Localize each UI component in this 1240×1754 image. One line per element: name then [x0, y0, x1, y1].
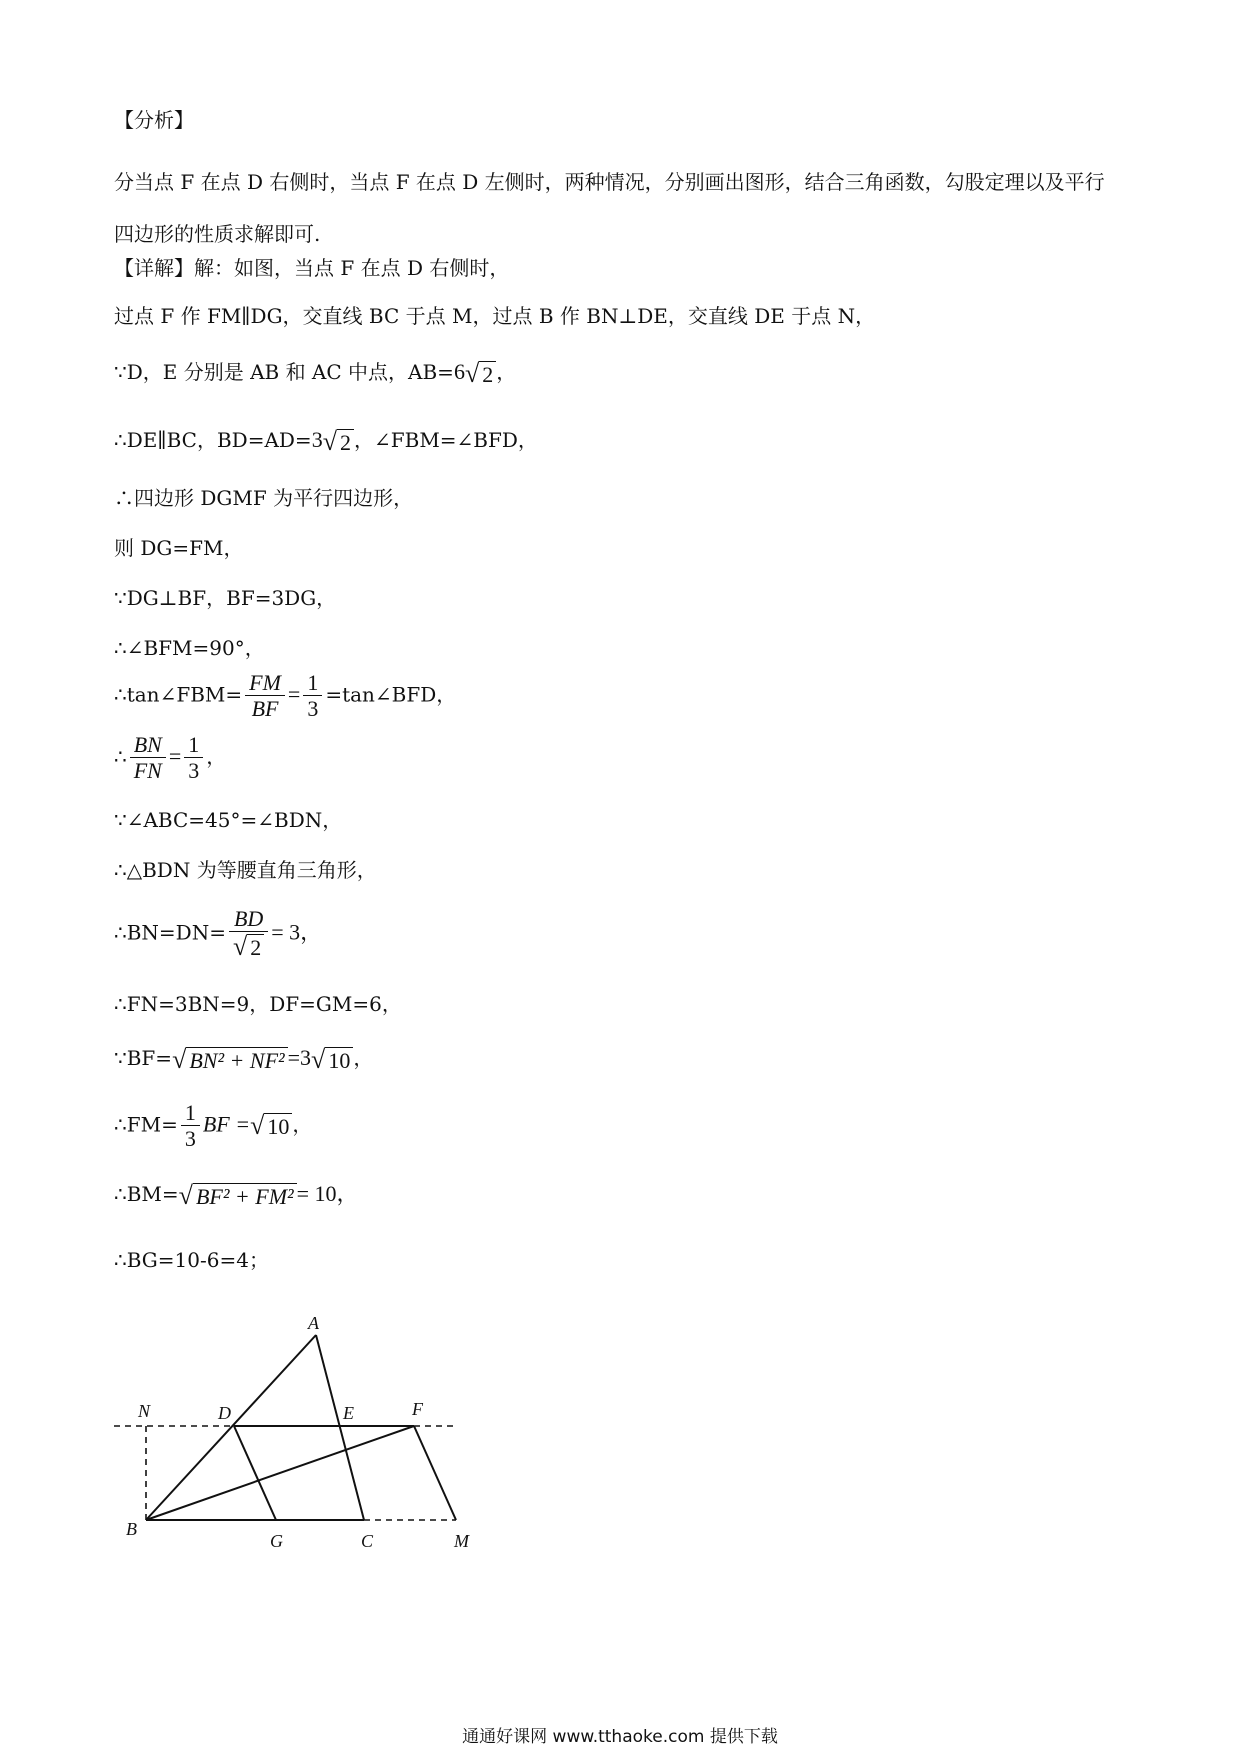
step-16-pre: ∴BM=	[114, 1182, 179, 1207]
label-f: F	[412, 1399, 423, 1419]
step-12-post: = 3，	[271, 919, 323, 945]
sqrt-bf-fm: √ BF² + FM²	[179, 1180, 297, 1211]
step-14-mid: =3	[287, 1045, 312, 1071]
segment-ab	[146, 1335, 316, 1520]
sqrt-3-radicand: 2	[337, 429, 354, 455]
step-3	[114, 426, 538, 457]
frac-numerator: BN	[130, 732, 166, 758]
label-c: C	[361, 1531, 374, 1551]
frac-numerator: 1	[181, 1100, 200, 1126]
fraction-fm-bf	[245, 670, 285, 722]
frac-denominator: 3	[188, 758, 200, 784]
sqrt-2: √ 2	[465, 358, 496, 389]
frac-numerator: BD	[229, 906, 268, 932]
step-11: ∴△BDN 为等腰直角三角形，	[114, 858, 377, 882]
step-15-mid: BF =	[202, 1111, 251, 1137]
frac-numerator: FM	[245, 670, 285, 696]
sqrt-radicand: BF² + FM²	[193, 1183, 297, 1209]
step-2	[114, 358, 516, 389]
step-9-post: ，	[206, 744, 227, 769]
frac-denominator: √ 2	[229, 932, 268, 962]
page-footer: 通通好课网 www.tthaoke.com 提供下载	[462, 1727, 778, 1747]
label-n: N	[138, 1401, 151, 1421]
step-15-pre: ∴FM=	[114, 1112, 178, 1137]
frac-denominator: 3	[184, 1126, 196, 1152]
detail-heading: 【详解】	[114, 256, 194, 280]
fraction-bd-sqrt2	[229, 906, 268, 962]
fraction-one-third	[303, 670, 322, 722]
step-10: ∵∠ABC=45°=∠BDN，	[114, 808, 343, 832]
step-15	[114, 1100, 312, 1152]
step-17: ∴BG=10-6=4；	[114, 1248, 269, 1272]
step-16	[114, 1180, 359, 1211]
segment-bf	[146, 1426, 414, 1520]
sqrt-3: √ 2	[323, 426, 354, 457]
step-2-end: ，	[496, 360, 517, 385]
sqrt-radicand: 2	[247, 934, 264, 960]
frac-denominator: FN	[133, 758, 162, 784]
step-8-post: =tan∠BFD，	[325, 682, 457, 707]
step-14-post: ，	[353, 1046, 374, 1071]
geometry-figure	[110, 1295, 490, 1555]
label-b: B	[126, 1519, 137, 1539]
detail-intro-line	[114, 256, 509, 280]
step-14-pre: ∵BF=	[114, 1046, 173, 1071]
sqrt-radicand: 10	[325, 1047, 353, 1073]
step-6: ∵DG⊥BF，BF=3DG，	[114, 586, 337, 610]
label-g: G	[270, 1531, 283, 1551]
step-15-post: ，	[292, 1112, 313, 1137]
step-16-post: = 10，	[296, 1181, 359, 1207]
label-a: A	[308, 1313, 319, 1333]
fraction-one-third	[181, 1100, 200, 1152]
step-5: 则 DG=FM，	[114, 536, 244, 560]
equals-sign: =	[168, 743, 182, 769]
step-4: ∴四边形 DGMF 为平行四边形，	[114, 486, 414, 510]
sqrt-radicand: 10	[264, 1113, 292, 1139]
step-12	[114, 906, 322, 962]
step-13: ∴FN=3BN=9，DF=GM=6，	[114, 992, 402, 1016]
frac-denominator: 3	[307, 696, 319, 722]
segment-dg	[234, 1426, 276, 1520]
sqrt-bn-nf: √ BN² + NF²	[172, 1044, 288, 1075]
analysis-body: 分当点 F 在点 D 右侧时，当点 F 在点 D 左侧时，两种情况，分别画出图形，结合三角函数，勾股定理以及平行四边形的性质求解即可.	[114, 170, 1105, 246]
step-3-end: ，∠FBM=∠BFD，	[353, 428, 538, 453]
step-2-text: ∵D，E 分别是 AB 和 AC 中点，AB=	[114, 360, 454, 385]
analysis-heading: 【分析】	[114, 108, 194, 132]
segment-fm	[414, 1426, 456, 1520]
label-e: E	[343, 1403, 354, 1423]
frac-numerator: 1	[303, 670, 322, 696]
step-8-pre: ∴tan∠FBM=	[114, 682, 243, 707]
label-m: M	[454, 1531, 469, 1551]
step-12-pre: ∴BN=DN=	[114, 920, 226, 945]
fraction-bn-fn	[130, 732, 166, 784]
sqrt-10: √ 10	[250, 1110, 292, 1141]
sqrt-radicand: BN² + NF²	[186, 1047, 287, 1073]
step-3-coef: 3	[311, 427, 323, 453]
step-8	[114, 670, 456, 722]
step-3-text: ∴DE∥BC，BD=AD=	[114, 428, 312, 453]
step-2-coef: 6	[453, 359, 465, 385]
segment-ac	[316, 1335, 364, 1520]
sqrt-2-radicand: 2	[479, 361, 496, 387]
fraction-one-third	[184, 732, 203, 784]
step-9	[114, 732, 226, 784]
step-14	[114, 1044, 373, 1075]
step-9-pre: ∴	[114, 744, 127, 769]
step-1: 过点 F 作 FM∥DG，交直线 BC 于点 M，过点 B 作 BN⊥DE，交直线 DE 于点 N，	[114, 304, 876, 328]
step-7: ∴∠BFM=90°，	[114, 636, 265, 660]
sqrt-10: √ 10	[311, 1044, 353, 1075]
detail-intro: 解：如图，当点 F 在点 D 右侧时，	[194, 256, 510, 280]
label-d: D	[218, 1403, 231, 1423]
frac-denominator: BF	[251, 696, 279, 722]
equals-sign: =	[287, 681, 301, 707]
frac-numerator: 1	[184, 732, 203, 758]
